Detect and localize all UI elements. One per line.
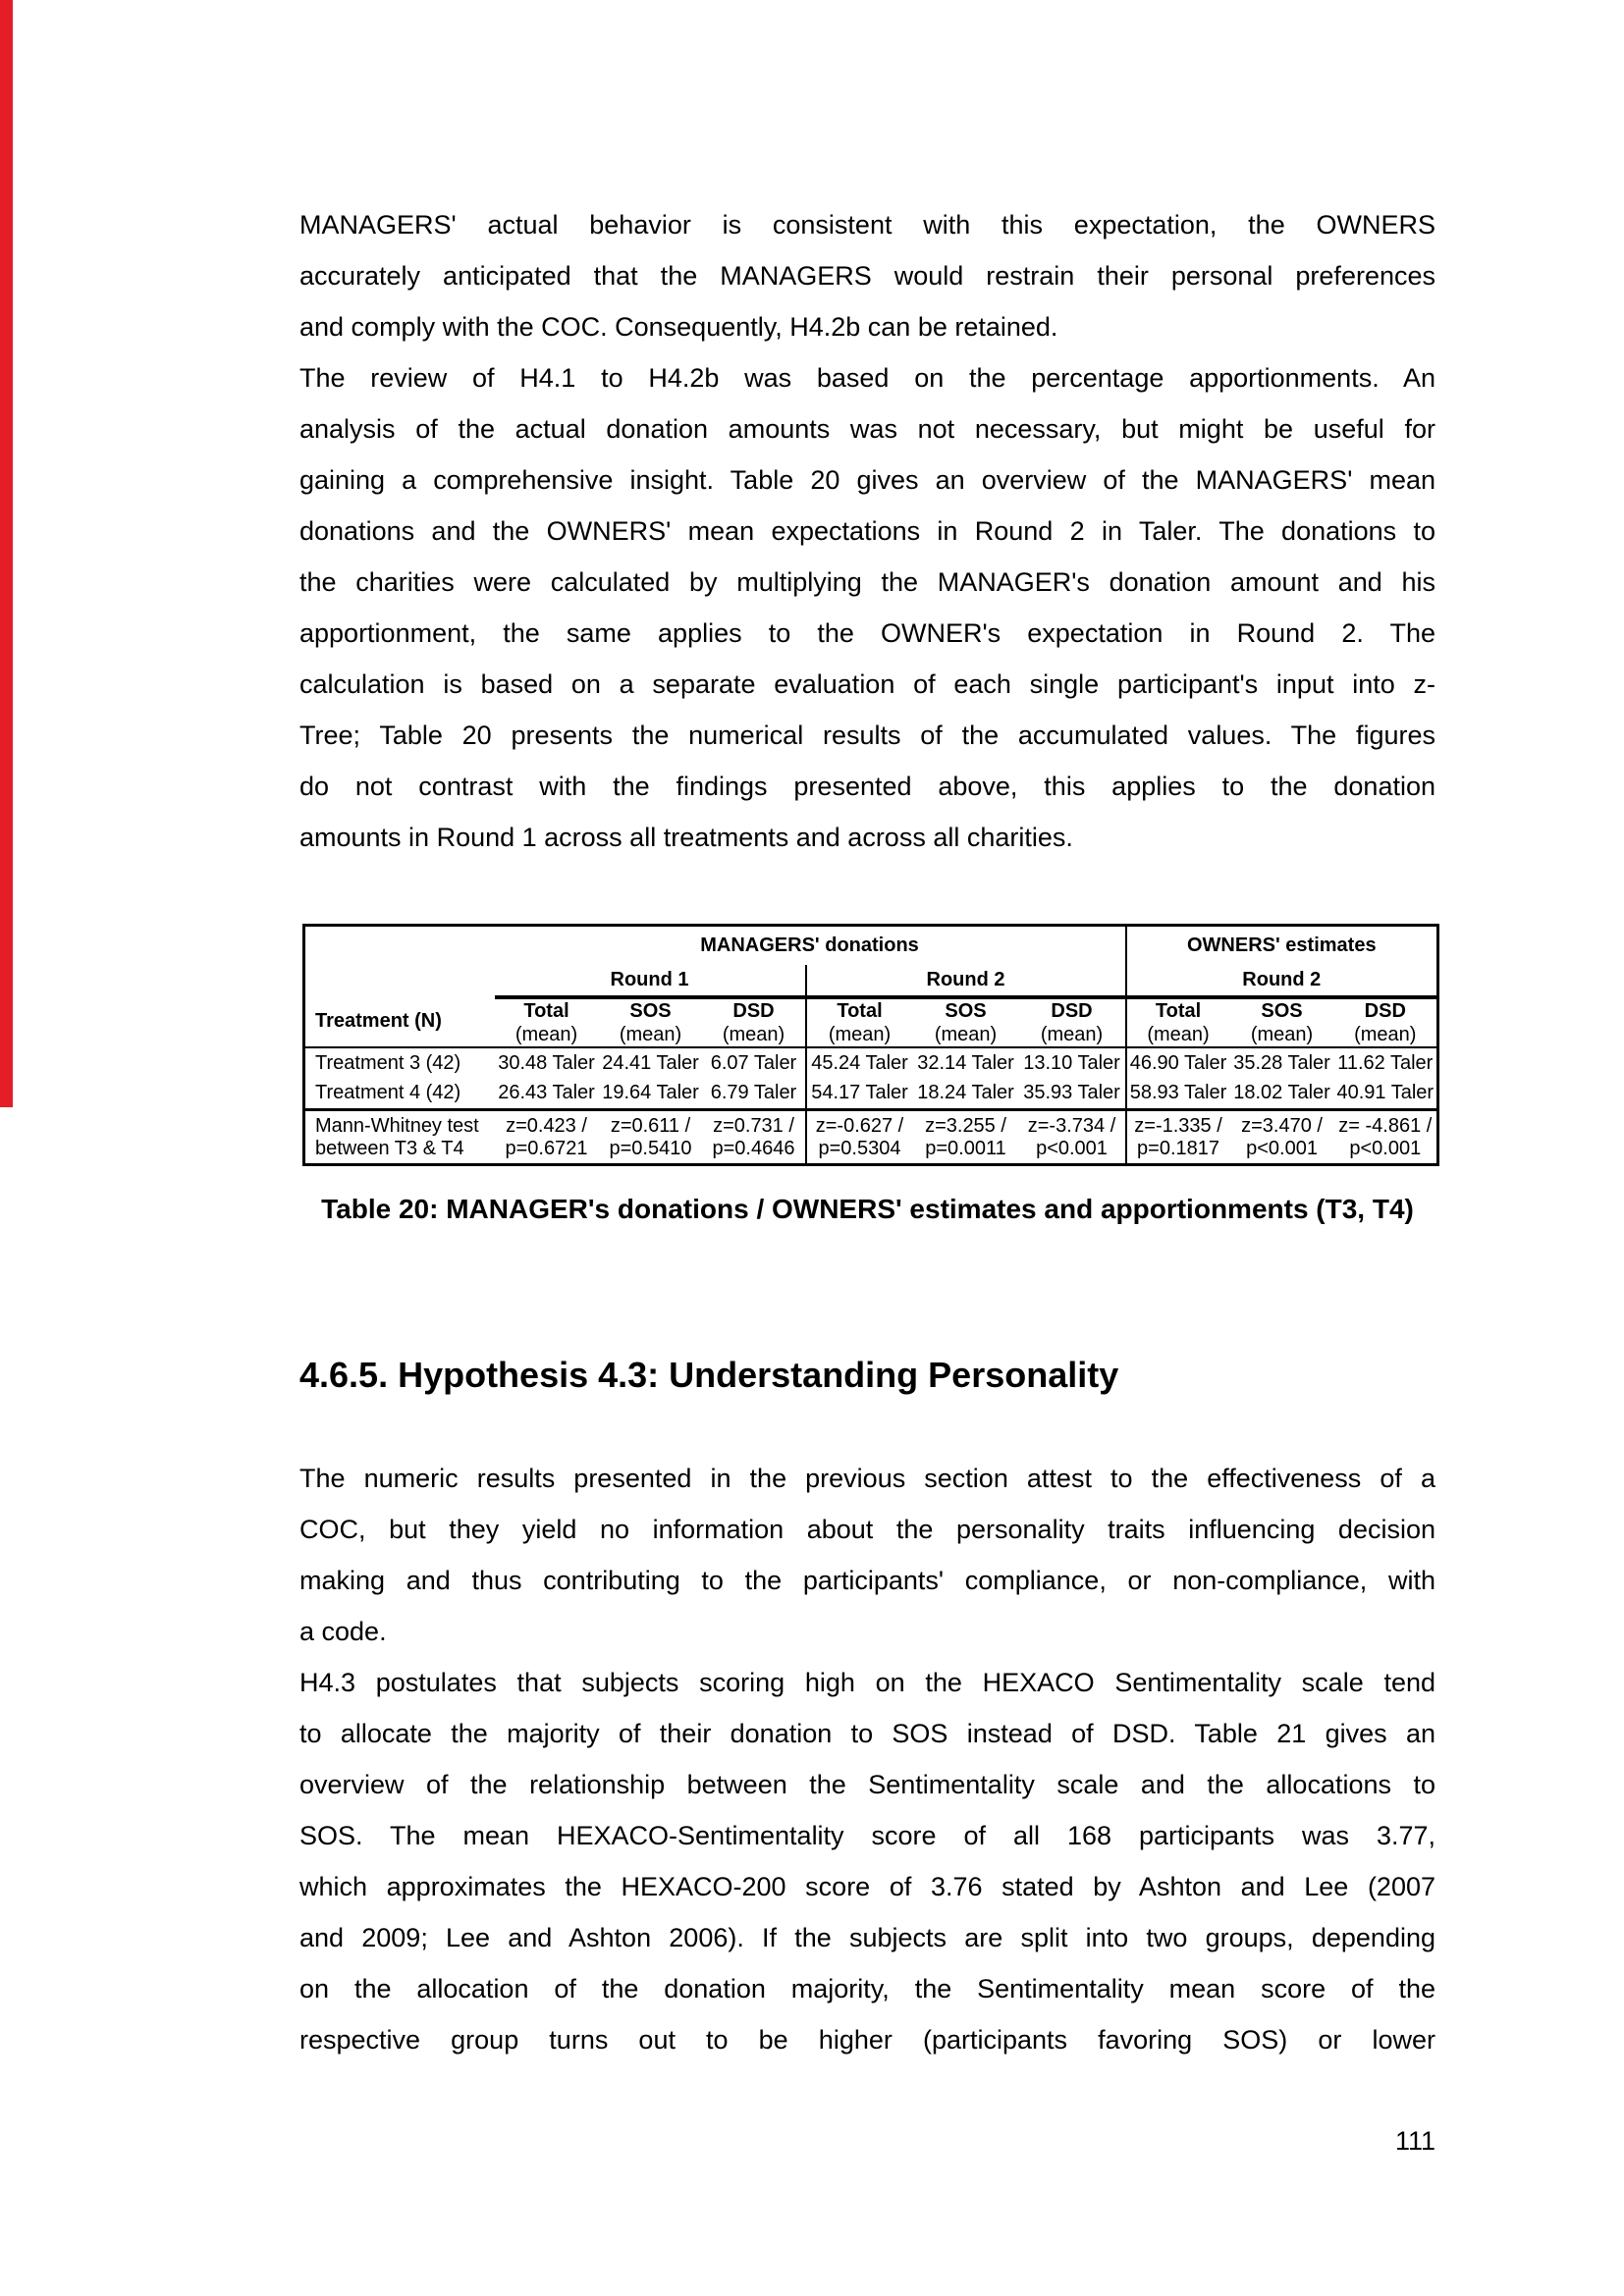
value-cell: 18.02 Taler (1230, 1079, 1334, 1110)
value-cell: 45.24 Taler (811, 1051, 908, 1074)
table-caption: Table 20: MANAGER's donations / OWNERS' estimates and apportionments (T3, T4) (321, 1194, 1414, 1224)
row-label: Treatment 4 (42) (304, 1079, 495, 1110)
value-cell: 30.48 Taler (498, 1051, 595, 1074)
stats-cell: z= -4.861 / p<0.001 (1338, 1114, 1433, 1159)
table-row (304, 1047, 1438, 1079)
paragraph-line: making and thus contributing to the participants' compliance, or non-compliance, with (299, 1566, 1435, 1595)
paragraph-line: the charities were calculated by multiplying the MANAGER's donation amount and his (299, 567, 1435, 597)
paragraph-line: do not contrast with the findings presented above, this applies to the donation (299, 772, 1435, 801)
column-header: Total (mean) (1126, 997, 1230, 1047)
stats-cell: z=0.731 / p=0.4646 (703, 1110, 806, 1165)
paragraph-line: calculation is based on a separate evaluation of each single participant's input into z- (299, 669, 1435, 699)
value-cell: 18.24 Taler (913, 1079, 1019, 1110)
value-cell: 46.90 Taler (1129, 1051, 1227, 1074)
value-cell: 6.79 Taler (703, 1079, 806, 1110)
body-paragraphs-top (299, 199, 1435, 863)
paragraph-line: analysis of the actual donation amounts was not necessary, but might be useful for (299, 414, 1435, 444)
section-heading: 4.6.5. Hypothesis 4.3: Understanding Personality (299, 1355, 1119, 1395)
results-table (302, 924, 1439, 1166)
body-paragraphs-bottom (299, 1453, 1435, 2065)
paragraph-line: respective group turns out to be higher (participants favoring SOS) or lower (299, 2025, 1435, 2055)
stats-cell: z=-1.335 / p=0.1817 (1134, 1114, 1222, 1159)
value-cell: 13.10 Taler (1019, 1047, 1126, 1079)
paragraph-line: H4.3 postulates that subjects scoring high on the HEXACO Sentimentality scale tend (299, 1668, 1435, 1697)
column-header: SOS (mean) (599, 997, 703, 1047)
paragraph-line: gaining a comprehensive insight. Table 20 gives an overview of the MANAGERS' mean (299, 465, 1435, 495)
treatment-column-header: Treatment (N) (304, 997, 495, 1047)
row-label: Treatment 3 (42) (315, 1051, 461, 1074)
managers-donations-header: MANAGERS' donations (495, 926, 1126, 965)
stats-cell: z=0.423 / p=0.6721 (505, 1114, 588, 1159)
paragraph-line: and 2009; Lee and Ashton 2006). If the subjects are split into two groups, depending (299, 1923, 1435, 1952)
empty-cell (304, 965, 495, 997)
value-cell: 54.17 Taler (806, 1079, 913, 1110)
paragraph-line: accurately anticipated that the MANAGERS would restrain their personal preferences (299, 261, 1435, 291)
empty-cell (304, 926, 495, 965)
paragraph-line: which approximates the HEXACO-200 score of 3.76 stated by Ashton and Lee (2007 (299, 1872, 1435, 1901)
value-cell: 35.93 Taler (1019, 1079, 1126, 1110)
paragraph-line: to allocate the majority of their donation to SOS instead of DSD. Table 21 gives an (299, 1719, 1435, 1748)
column-header: DSD (mean) (1334, 997, 1438, 1047)
paragraph-line: and comply with the COC. Consequently, H4.2b can be retained. (299, 312, 1058, 342)
stats-cell: z=-3.734 / p<0.001 (1019, 1110, 1126, 1165)
paragraph-line: apportionment, the same applies to the OWNER's expectation in Round 2. The (299, 618, 1435, 648)
table-group-header-row (304, 926, 1438, 965)
column-header: SOS (mean) (1230, 997, 1334, 1047)
paragraph-line: overview of the relationship between the Sentimentality scale and the allocations to (299, 1770, 1435, 1799)
round-2-header: Round 2 (806, 965, 1126, 997)
column-header: DSD (mean) (703, 997, 806, 1047)
value-cell: 32.14 Taler (917, 1051, 1014, 1074)
value-cell: 26.43 Taler (495, 1079, 599, 1110)
column-header: DSD (mean) (1019, 997, 1126, 1047)
paragraph-line: The numeric results presented in the previous section attest to the effectiveness of a (299, 1464, 1435, 1493)
stats-cell: z=3.255 / p=0.0011 (925, 1114, 1006, 1159)
red-margin-bar (0, 0, 13, 1107)
value-cell: 11.62 Taler (1337, 1051, 1434, 1074)
paragraph-line: COC, but they yield no information about the personality traits influencing decision (299, 1515, 1435, 1544)
owners-estimates-header: OWNERS' estimates (1186, 934, 1377, 956)
paragraph-line: MANAGERS' actual behavior is consistent with this expectation, the OWNERS (299, 210, 1435, 240)
table-column-header-row (304, 997, 1438, 1047)
paragraph-line: SOS. The mean HEXACO-Sentimentality score of all 168 participants was 3.77, (299, 1821, 1435, 1850)
column-header: Total (mean) (806, 997, 913, 1047)
stats-row-label: Mann-Whitney test between T3 & T4 (315, 1114, 479, 1159)
table-round-row (304, 965, 1438, 997)
stats-cell: z=-0.627 / p=0.5304 (815, 1114, 904, 1159)
page-number: 111 (1394, 2126, 1435, 2156)
value-cell: 35.28 Taler (1233, 1051, 1330, 1074)
value-cell: 58.93 Taler (1126, 1079, 1230, 1110)
stats-cell: z=0.611 / p=0.5410 (609, 1114, 692, 1159)
paragraph-line: amounts in Round 1 across all treatments and across all charities. (299, 823, 1073, 852)
paragraph-line: The review of H4.1 to H4.2b was based on the percentage apportionments. An (299, 363, 1435, 393)
value-cell: 19.64 Taler (599, 1079, 703, 1110)
paragraph-line: on the allocation of the donation majority, the Sentimentality mean score of the (299, 1974, 1435, 2003)
round-1-header: Round 1 (495, 965, 806, 997)
stats-cell: z=3.470 / p<0.001 (1241, 1114, 1323, 1159)
value-cell: 24.41 Taler (602, 1051, 699, 1074)
value-cell: 6.07 Taler (703, 1047, 806, 1079)
value-cell: 40.91 Taler (1334, 1079, 1438, 1110)
column-header: Total (mean) (495, 997, 599, 1047)
paragraph-line: a code. (299, 1617, 387, 1646)
table-stats-row (304, 1110, 1438, 1165)
paragraph-line: donations and the OWNERS' mean expectations in Round 2 in Taler. The donations to (299, 516, 1435, 546)
paragraph-line: Tree; Table 20 presents the numerical results of the accumulated values. The figures (299, 721, 1435, 750)
column-header: SOS (mean) (913, 997, 1019, 1047)
round-2-owners-header: Round 2 (1126, 965, 1438, 997)
table-row (304, 1079, 1438, 1110)
